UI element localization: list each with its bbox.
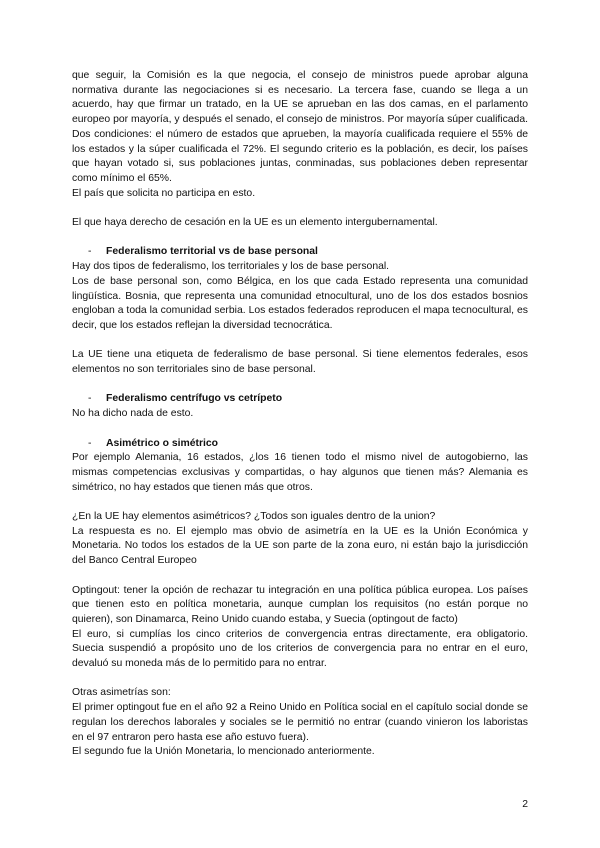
paragraph-second-optingout: El segundo fue la Unión Monetaria, lo mencionado anteriormente. bbox=[72, 746, 375, 758]
heading-text: Federalismo centrífugo vs cetrípeto bbox=[106, 393, 283, 405]
bullet-dash: - bbox=[88, 437, 92, 449]
paragraph-eu-label: La UE tiene una etiqueta de federalismo de base personal. Si tiene elementos federales, esos elementos no son territoriales sino de base personal. bbox=[72, 349, 528, 376]
paragraph-nothing-said: No ha dicho nada de esto. bbox=[72, 408, 194, 420]
paragraph-qualified-majority: que seguir, la Comisión es la que negocia, el consejo de ministros puede aprobar alguna normativa durante las negociaciones si es necesario. La tercera fase, cuando se llega a un acuerdo, hay que firmar un tratado, en la UE se aprueban en las dos camas, en el parlamento europeo por mayoría, y después el senado, el consejo de ministros. Por mayoría súper cualificada. Dos condiciones: el número de estados que aprueben, la mayoría cualificada requiere el 55% de los estados y la súper cualificada el 72%. El segundo criterio es la población, es decir, los países que hayan votado si, sus poblaciones juntas, conminadas, sus poblaciones deben representar como mínimo el 65%. bbox=[72, 70, 528, 184]
paragraph-eu-asymmetry-question: ¿En la UE hay elementos asimétricos? ¿Todos son iguales dentro de la union? bbox=[72, 511, 436, 522]
heading-centrifugal-vs-centripetal bbox=[72, 392, 528, 407]
bullet-dash: - bbox=[88, 246, 92, 258]
paragraph-cessation-right: El que haya derecho de cesación en la UE es un elemento intergubernamental. bbox=[72, 217, 438, 229]
paragraph-requesting-country: El país que solicita no participa en esto. bbox=[72, 187, 256, 199]
paragraph-personal-base: Los de base personal son, como Bélgica, en los que cada Estado representa una comunidad lingüística. Bosnia, que representa una comunidad etnocultural, uno de los dos estados bosnios engloban a toda la comunidad serbia. Los estados federados reproducen el mapa tecnocultural, es decir, que los estados reflejan la diversidad tecnocrática. bbox=[72, 275, 528, 331]
heading-text: Federalismo territorial vs de base personal bbox=[106, 246, 318, 258]
paragraph-optingout: Optingout: tener la opción de rechazar tu integración en una política pública europea. Los países que tienen esto en política monetaria, aunque cumplan los requisitos (no están porque no quieren), son Dinamarca, Reino Unido cuando estaba, y Suecia (optingout de facto) bbox=[72, 584, 528, 625]
bullet-dash: - bbox=[88, 393, 92, 405]
heading-asymmetric-or-symmetric bbox=[72, 437, 528, 452]
paragraph-euro-criteria: El euro, si cumplías los cinco criterios de convergencia entras directamente, era obligatorio. Suecia suspendió a propósito uno de los criterios de convergencia para no entrar en el euro, devaluó su moneda más de lo permitido para no entrar. bbox=[72, 628, 528, 670]
paragraph-types-of-federalism: Hay dos tipos de federalismo, los territoriales y los de base personal. bbox=[72, 261, 390, 273]
paragraph-first-optingout: El primer optingout fue en el año 92 a Reino Unido en Política social en el capítulo social donde se regulan los derechos laborales y sociales se le permitió no entrar (cuando vinieron los laboristas en el 97 entraron pero hasta ese año estuvo fuera). bbox=[72, 702, 528, 743]
heading-territorial-vs-personal bbox=[72, 245, 528, 260]
paragraph-other-asymmetries: Otras asimetrías son: bbox=[72, 687, 171, 699]
paragraph-monetary-union: La respuesta es no. El ejemplo mas obvio de asimetría en la UE es la Unión Económica y Monetaria. No todos los estados de la UE son parte de la zona euro, ni están bajo la jurisdicción del Banco Central Europeo bbox=[72, 525, 528, 567]
page-number: 2 bbox=[522, 799, 528, 810]
paragraph-germany-example: Por ejemplo Alemania, 16 estados, ¿los 16 tienen todo el mismo nivel de autogobierno, las mismas competencias exclusivas y compartidas, o hay algunos que tienen más? Alemania es simétrico, no hay estados que tienen más que otros. bbox=[72, 452, 528, 493]
heading-text: Asimétrico o simétrico bbox=[106, 437, 219, 449]
